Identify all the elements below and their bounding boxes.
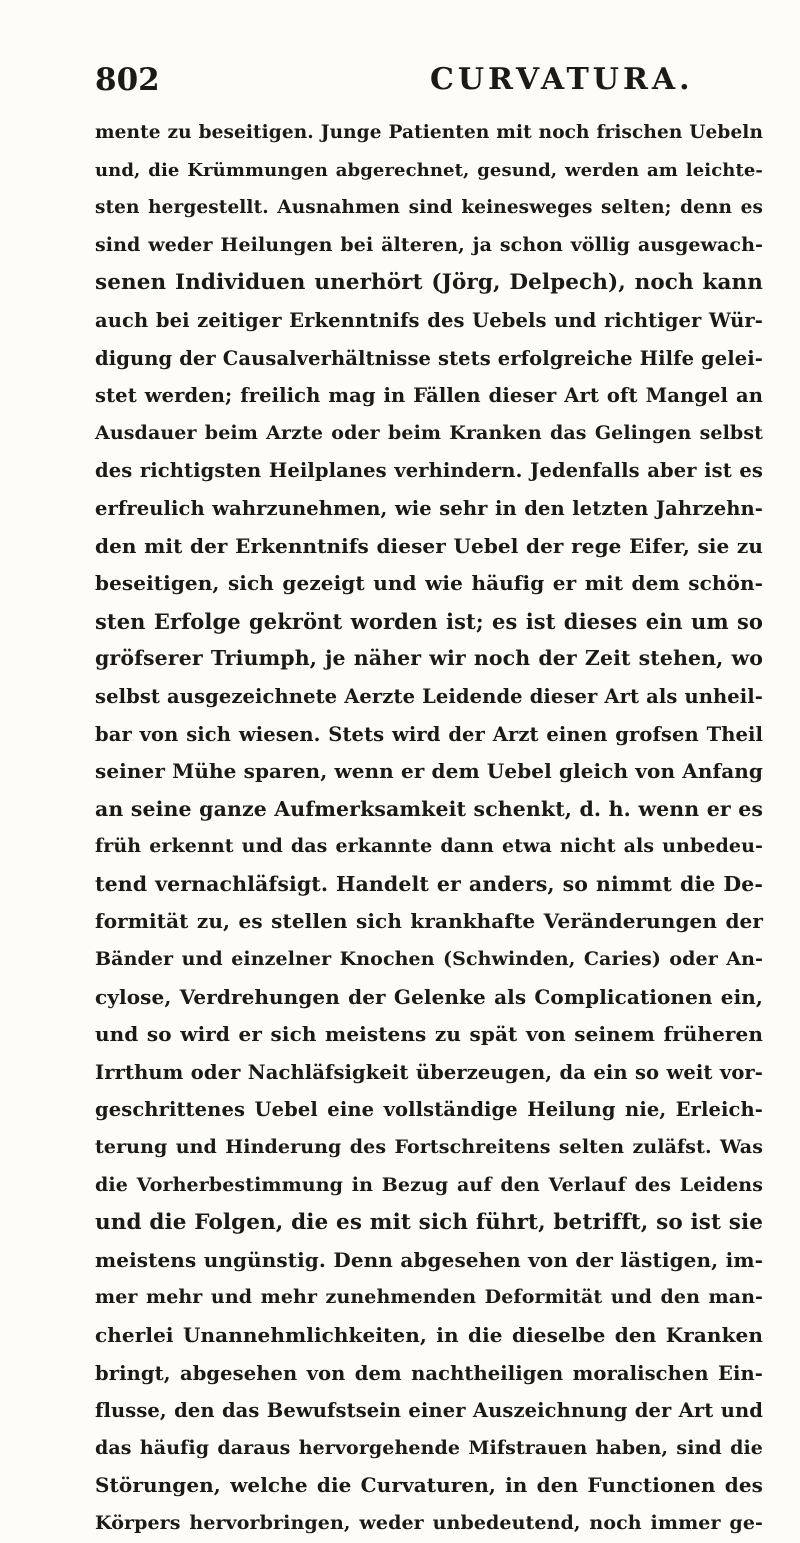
text-line: flusse, den das Bewufstsein einer Auszeichnung der Art und (95, 1399, 763, 1423)
text-line: Körpers hervorbringen, weder unbedeutend, noch immer ge- (95, 1511, 763, 1534)
page-number: 802 (95, 62, 160, 98)
text-line: sten hergestellt. Ausnahmen sind keinesweges selten; denn es (95, 197, 763, 219)
text-line: digung der Causalverhältnisse stets erfolgreiche Hilfe gelei- (95, 346, 763, 370)
text-line: formität zu, es stellen sich krankhafte Veränderungen der (95, 909, 763, 934)
text-line: den mit der Erkenntnifs dieser Uebel der rege Eifer, sie zu (95, 533, 763, 558)
text-line: beseitigen, sich gezeigt und wie häufig er mit dem schön- (95, 571, 763, 596)
text-line: meistens ungünstig. Denn abgesehen von der lästigen, im- (95, 1247, 763, 1272)
text-line: bringt, abgesehen von dem nachtheiligen moralischen Ein- (95, 1361, 763, 1385)
text-line: bar von sich wiesen. Stets wird der Arzt einen grofsen Theil (95, 722, 763, 746)
text-line: cherlei Unannehmlichkeiten, in die dieselbe den Kranken (95, 1323, 763, 1347)
text-line: Ausdauer beim Arzte oder beim Kranken das Gelingen selbst (95, 421, 763, 444)
text-line: des richtigsten Heilplanes verhindern. Jedenfalls aber ist es (95, 459, 763, 483)
text-line: auch bei zeitiger Erkenntnifs des Uebels und richtiger Wür- (95, 308, 763, 332)
text-line: seiner Mühe sparen, wenn er dem Uebel gleich von Anfang (95, 759, 763, 784)
text-line: und so wird er sich meistens zu spät von seinem früheren (95, 1022, 763, 1047)
text-line: tend vernachläfsigt. Handelt er anders, so nimmt die De- (95, 871, 763, 896)
body-text (95, 114, 763, 1543)
page-header (95, 62, 755, 106)
text-line: und, die Krümmungen abgerechnet, gesund, werden am leichte- (95, 159, 763, 181)
text-line: mente zu beseitigen. Junge Patienten mit noch frischen Uebeln (95, 122, 763, 143)
text-line: mer mehr und mehr zunehmenden Deformität und den man- (95, 1286, 763, 1309)
running-head: CURVATURA. (430, 62, 694, 97)
text-line: sten Erfolge gekrönt worden ist; es ist dieses ein um so (95, 608, 763, 634)
text-line: Irrthum oder Nachläfsigkeit überzeugen, da ein so weit vor- (95, 1060, 763, 1084)
text-line: terung und Hinderung des Fortschreitens selten zuläfst. Was (95, 1136, 763, 1159)
text-line: senen Individuen unerhört (Jörg, Delpech), noch kann (95, 270, 763, 296)
text-line: die Vorherbestimmung in Bezug auf den Verlauf des Leidens (95, 1173, 763, 1196)
text-line: an seine ganze Aufmerksamkeit schenkt, d. h. wenn er es (95, 796, 763, 821)
text-line: stet werden; freilich mag in Fällen dieser Art oft Mangel an (95, 384, 763, 408)
text-line: Störungen, welche die Curvaturen, in den Functionen des (95, 1473, 763, 1498)
text-line: cylose, Verdrehungen der Gelenke als Complicationen ein, (95, 984, 763, 1009)
text-line: geschrittenes Uebel eine vollständige Heilung nie, Erleich- (95, 1098, 763, 1122)
text-line: Bänder und einzelner Knochen (Schwinden, Caries) oder An- (95, 948, 763, 971)
text-line: sind weder Heilungen bei älteren, ja schon völlig ausgewach- (95, 233, 763, 256)
text-line: das häufig daraus hervorgehende Mifstrauen haben, sind die (95, 1436, 763, 1459)
text-line: und die Folgen, die es mit sich führt, betrifft, so ist sie (95, 1210, 763, 1236)
text-line: erfreulich wahrzunehmen, wie sehr in den letzten Jahrzehn- (95, 496, 763, 520)
text-line: gröfserer Triumph, je näher wir noch der Zeit stehen, wo (95, 646, 763, 671)
text-line: früh erkennt und das erkannte dann etwa nicht als unbedeu- (95, 835, 763, 858)
text-line: selbst ausgezeichnete Aerzte Leidende dieser Art als unheil- (95, 684, 763, 708)
